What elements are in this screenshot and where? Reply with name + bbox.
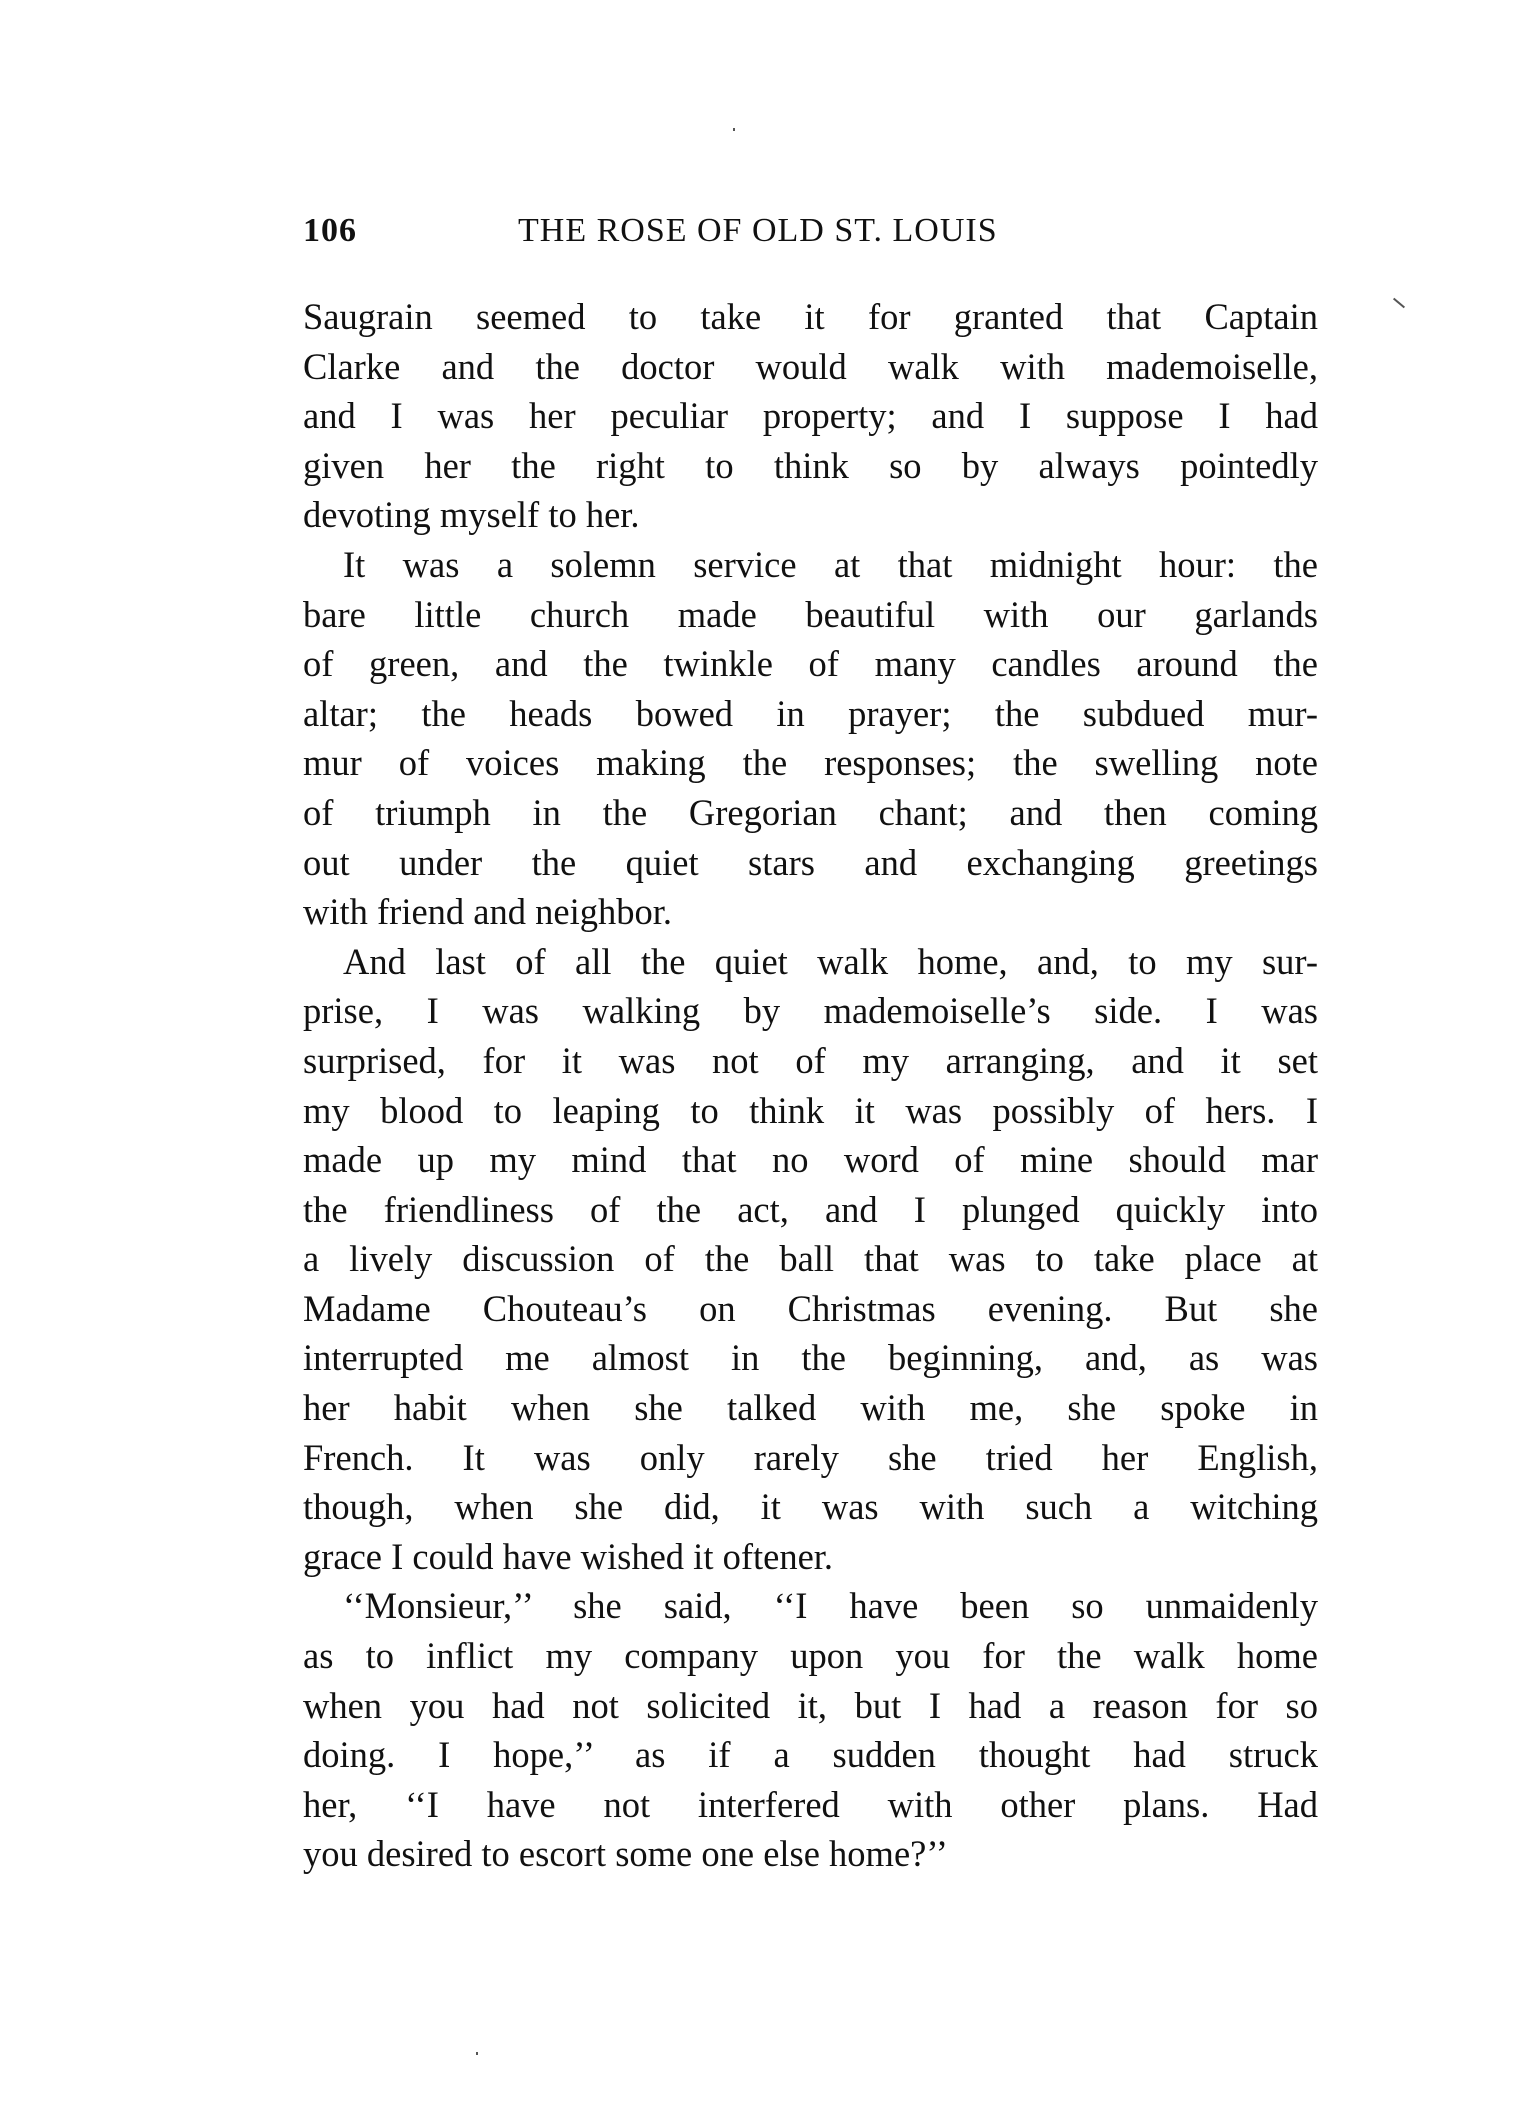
- scan-speck: [476, 2052, 478, 2055]
- text-line: interrupted me almost in the beginning, and, as was: [303, 1337, 1318, 1379]
- running-title: THE ROSE OF OLD ST. LOUIS: [518, 212, 998, 249]
- text-line: as to inflict my company upon you for the walk home: [303, 1635, 1318, 1677]
- text-line: altar; the heads bowed in prayer; the subdued mur-: [303, 692, 1318, 734]
- scan-speck: [733, 128, 735, 131]
- text-line: And last of all the quiet walk home, and, to my sur-: [343, 940, 1318, 982]
- text-line: grace I could have wished it oftener.: [303, 1535, 834, 1577]
- text-line: Madame Chouteau’s on Christmas evening. But she: [303, 1287, 1318, 1329]
- text-line: you desired to escort some one else home?’’: [303, 1833, 948, 1875]
- text-line: Clarke and the doctor would walk with mademoiselle,: [303, 345, 1318, 387]
- text-line: surprised, for it was not of my arranging, and it set: [303, 1039, 1318, 1081]
- text-line: made up my mind that no word of mine should mar: [303, 1139, 1318, 1181]
- text-line: of green, and the twinkle of many candles around the: [303, 643, 1318, 685]
- text-line: of triumph in the Gregorian chant; and then coming: [303, 791, 1318, 833]
- text-line: ‘‘Monsieur,’’ she said, ‘‘I have been so unmaidenly: [343, 1585, 1318, 1627]
- body-text: [303, 292, 1318, 1879]
- text-line: devoting myself to her.: [303, 494, 640, 536]
- text-line: the friendliness of the act, and I plunged quickly into: [303, 1188, 1318, 1230]
- text-line: Saugrain seemed to take it for granted that Captain: [303, 296, 1318, 337]
- text-line: my blood to leaping to think it was possibly of hers. I: [303, 1089, 1318, 1131]
- text-line: her habit when she talked with me, she spoke in: [303, 1387, 1318, 1429]
- text-line: with friend and neighbor.: [303, 891, 672, 933]
- scan-speck: [1393, 298, 1405, 309]
- running-header: [303, 212, 1318, 256]
- text-line: out under the quiet stars and exchanging greetings: [303, 841, 1318, 883]
- text-line: bare little church made beautiful with our garlands: [303, 593, 1318, 635]
- text-line: and I was her peculiar property; and I suppose I had: [303, 395, 1318, 437]
- text-line: French. It was only rarely she tried her English,: [303, 1436, 1318, 1478]
- text-line: her, ‘‘I have not interfered with other plans. Had: [303, 1783, 1318, 1825]
- text-line: a lively discussion of the ball that was to take place at: [303, 1238, 1318, 1280]
- text-line: mur of voices making the responses; the swelling note: [303, 742, 1318, 784]
- page-number: 106: [303, 212, 357, 249]
- text-line: though, when she did, it was with such a witching: [303, 1486, 1318, 1528]
- text-line: It was a solemn service at that midnight hour: the: [343, 543, 1318, 585]
- text-line: doing. I hope,’’ as if a sudden thought had struck: [303, 1734, 1318, 1776]
- text-line: when you had not solicited it, but I had a reason for so: [303, 1684, 1318, 1726]
- text-line: prise, I was walking by mademoiselle’s side. I was: [303, 990, 1318, 1032]
- text-line: given her the right to think so by always pointedly: [303, 444, 1318, 486]
